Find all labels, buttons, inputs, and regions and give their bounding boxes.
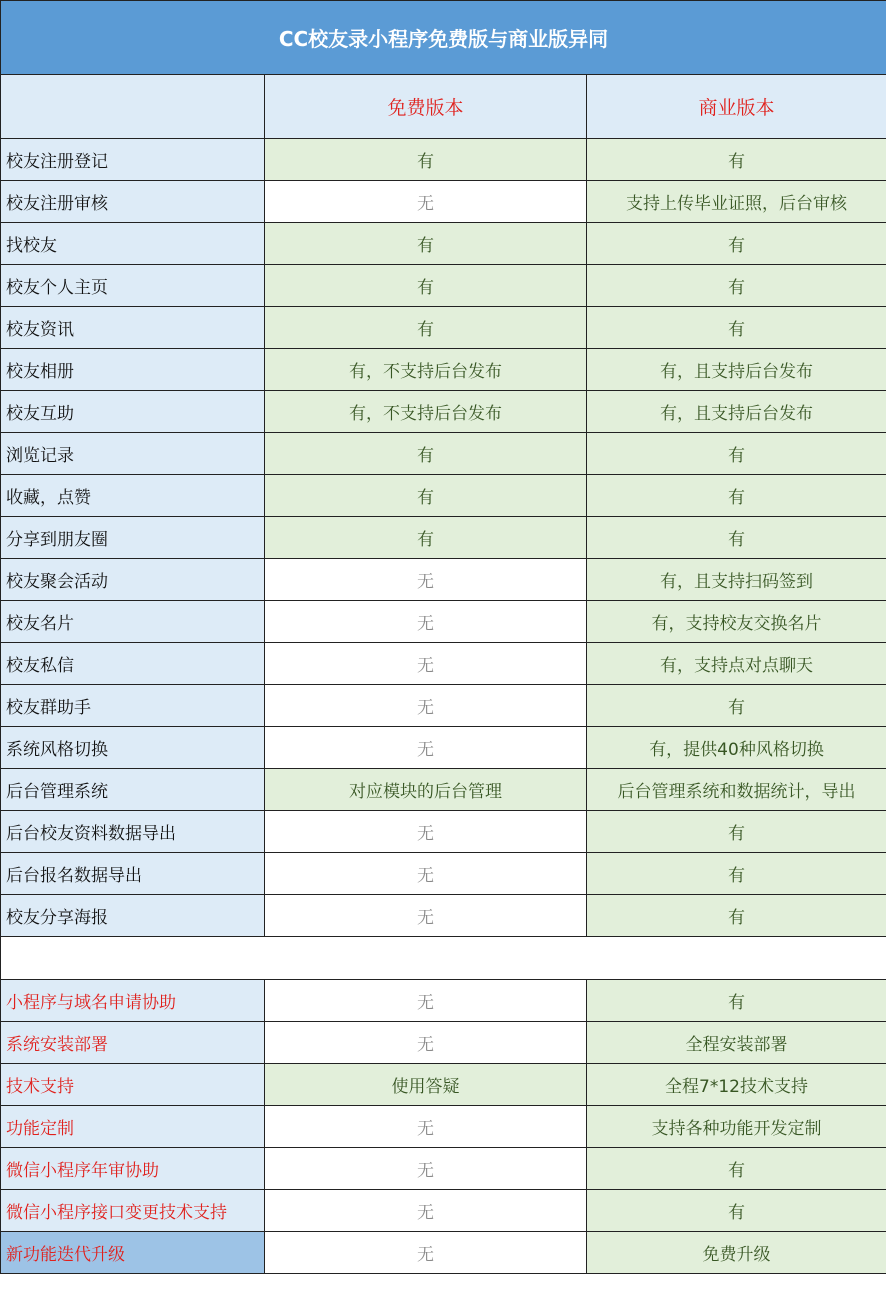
pro-version-cell: 有 bbox=[587, 811, 886, 853]
title-row bbox=[1, 1, 886, 75]
feature-name-cell: 分享到朋友圈 bbox=[1, 517, 265, 559]
pro-version-cell: 有 bbox=[587, 139, 886, 181]
feature-name-cell: 校友私信 bbox=[1, 643, 265, 685]
pro-version-cell: 有 bbox=[587, 517, 886, 559]
free-version-cell: 有，不支持后台发布 bbox=[265, 349, 587, 391]
spacer-row bbox=[1, 937, 886, 980]
table-row bbox=[1, 1190, 886, 1232]
free-version-cell: 无 bbox=[265, 727, 587, 769]
free-version-cell: 有 bbox=[265, 139, 587, 181]
header-pro-version: 商业版本 bbox=[587, 75, 886, 139]
pro-version-cell: 有，支持点对点聊天 bbox=[587, 643, 886, 685]
pro-version-cell: 支持各种功能开发定制 bbox=[587, 1106, 886, 1148]
free-version-cell: 有 bbox=[265, 307, 587, 349]
free-version-cell: 对应模块的后台管理 bbox=[265, 769, 587, 811]
free-version-cell: 有，不支持后台发布 bbox=[265, 391, 587, 433]
table-row bbox=[1, 1064, 886, 1106]
free-version-cell: 有 bbox=[265, 265, 587, 307]
feature-name-cell: 功能定制 bbox=[1, 1106, 265, 1148]
pro-version-cell: 有 bbox=[587, 980, 886, 1022]
pro-version-cell: 有 bbox=[587, 895, 886, 937]
table-row bbox=[1, 1106, 886, 1148]
table-row bbox=[1, 643, 886, 685]
table-row bbox=[1, 685, 886, 727]
feature-name-cell: 校友注册审核 bbox=[1, 181, 265, 223]
feature-name-cell: 校友资讯 bbox=[1, 307, 265, 349]
table-row bbox=[1, 727, 886, 769]
table-row bbox=[1, 475, 886, 517]
free-version-cell: 无 bbox=[265, 643, 587, 685]
free-version-cell: 无 bbox=[265, 1022, 587, 1064]
free-version-cell: 无 bbox=[265, 685, 587, 727]
feature-name-cell: 技术支持 bbox=[1, 1064, 265, 1106]
pro-version-cell: 支持上传毕业证照，后台审核 bbox=[587, 181, 886, 223]
pro-version-cell: 有 bbox=[587, 307, 886, 349]
table-row bbox=[1, 307, 886, 349]
feature-name-cell: 校友相册 bbox=[1, 349, 265, 391]
free-version-cell: 无 bbox=[265, 559, 587, 601]
pro-version-cell: 有 bbox=[587, 223, 886, 265]
pro-version-cell: 有，且支持后台发布 bbox=[587, 391, 886, 433]
feature-name-cell: 校友互助 bbox=[1, 391, 265, 433]
table-row bbox=[1, 559, 886, 601]
free-version-cell: 无 bbox=[265, 853, 587, 895]
free-version-cell: 无 bbox=[265, 980, 587, 1022]
free-version-cell: 无 bbox=[265, 1106, 587, 1148]
free-version-cell: 有 bbox=[265, 517, 587, 559]
pro-version-cell: 有 bbox=[587, 475, 886, 517]
feature-name-cell: 小程序与域名申请协助 bbox=[1, 980, 265, 1022]
table-row bbox=[1, 601, 886, 643]
table-row bbox=[1, 517, 886, 559]
pro-version-cell: 有，且支持后台发布 bbox=[587, 349, 886, 391]
spacer-cell bbox=[1, 937, 886, 980]
table-row bbox=[1, 1148, 886, 1190]
pro-version-cell: 全程安装部署 bbox=[587, 1022, 886, 1064]
header-row bbox=[1, 75, 886, 139]
pro-version-cell: 免费升级 bbox=[587, 1232, 886, 1274]
feature-name-cell: 后台校友资料数据导出 bbox=[1, 811, 265, 853]
pro-version-cell: 后台管理系统和数据统计，导出 bbox=[587, 769, 886, 811]
table-row bbox=[1, 769, 886, 811]
pro-version-cell: 有，支持校友交换名片 bbox=[587, 601, 886, 643]
feature-name-cell: 微信小程序接口变更技术支持 bbox=[1, 1190, 265, 1232]
header-feature-cell bbox=[1, 75, 265, 139]
free-version-cell: 无 bbox=[265, 895, 587, 937]
free-version-cell: 有 bbox=[265, 433, 587, 475]
pro-version-cell: 有 bbox=[587, 265, 886, 307]
pro-version-cell: 有 bbox=[587, 685, 886, 727]
free-version-cell: 使用答疑 bbox=[265, 1064, 587, 1106]
pro-version-cell: 有 bbox=[587, 1148, 886, 1190]
free-version-cell: 有 bbox=[265, 223, 587, 265]
free-version-cell: 无 bbox=[265, 1190, 587, 1232]
table-row bbox=[1, 811, 886, 853]
table-row bbox=[1, 223, 886, 265]
table-row bbox=[1, 433, 886, 475]
table-row bbox=[1, 980, 886, 1022]
table-row bbox=[1, 391, 886, 433]
pro-version-cell: 有 bbox=[587, 1190, 886, 1232]
feature-name-cell: 校友聚会活动 bbox=[1, 559, 265, 601]
header-free-version: 免费版本 bbox=[265, 75, 587, 139]
free-version-cell: 无 bbox=[265, 811, 587, 853]
free-version-cell: 无 bbox=[265, 601, 587, 643]
feature-name-cell: 校友个人主页 bbox=[1, 265, 265, 307]
feature-name-cell: 校友注册登记 bbox=[1, 139, 265, 181]
table-row bbox=[1, 265, 886, 307]
feature-name-cell: 校友群助手 bbox=[1, 685, 265, 727]
table-row bbox=[1, 853, 886, 895]
pro-version-cell: 有 bbox=[587, 433, 886, 475]
table-row bbox=[1, 1232, 886, 1274]
table-row bbox=[1, 349, 886, 391]
feature-name-cell: 浏览记录 bbox=[1, 433, 265, 475]
free-version-cell: 有 bbox=[265, 475, 587, 517]
pro-version-cell: 有，且支持扫码签到 bbox=[587, 559, 886, 601]
table-row bbox=[1, 139, 886, 181]
feature-name-cell: 收藏，点赞 bbox=[1, 475, 265, 517]
feature-name-cell: 找校友 bbox=[1, 223, 265, 265]
feature-name-cell: 微信小程序年审协助 bbox=[1, 1148, 265, 1190]
feature-name-cell: 后台管理系统 bbox=[1, 769, 265, 811]
free-version-cell: 无 bbox=[265, 181, 587, 223]
feature-name-cell: 校友分享海报 bbox=[1, 895, 265, 937]
pro-version-cell: 有，提供40种风格切换 bbox=[587, 727, 886, 769]
feature-name-cell: 系统安装部署 bbox=[1, 1022, 265, 1064]
feature-name-cell: 后台报名数据导出 bbox=[1, 853, 265, 895]
free-version-cell: 无 bbox=[265, 1148, 587, 1190]
pro-version-cell: 全程7*12技术支持 bbox=[587, 1064, 886, 1106]
feature-name-cell: 新功能迭代升级 bbox=[1, 1232, 265, 1274]
pro-version-cell: 有 bbox=[587, 853, 886, 895]
table-row bbox=[1, 181, 886, 223]
feature-name-cell: 校友名片 bbox=[1, 601, 265, 643]
table-row bbox=[1, 1022, 886, 1064]
feature-name-cell: 系统风格切换 bbox=[1, 727, 265, 769]
table-row bbox=[1, 895, 886, 937]
table-title: CC校友录小程序免费版与商业版异同 bbox=[1, 1, 886, 75]
free-version-cell: 无 bbox=[265, 1232, 587, 1274]
